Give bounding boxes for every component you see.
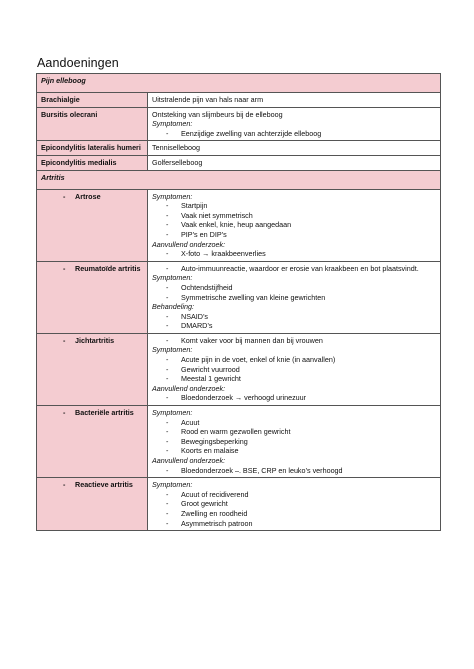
symptoms-list (152, 129, 436, 139)
symptoms-list (152, 283, 436, 302)
treatment-list (152, 312, 436, 331)
symptoms-label: Symptomen: (152, 480, 193, 490)
examination-label: Aanvullend onderzoek: (152, 383, 226, 393)
table-row (37, 261, 441, 333)
symptoms-label: Symptomen: (152, 191, 193, 201)
page-title: Aandoeningen (37, 56, 119, 70)
list-item: - Komt vaker voor bij mannen dan bij vrouwen (152, 336, 436, 346)
table-row (37, 189, 441, 261)
condition-name-text: - Reumatoïde artritis (41, 264, 143, 274)
symptoms-list (152, 355, 436, 384)
list-item: - Meestal 1 gewricht (152, 374, 436, 384)
examination-list (152, 466, 436, 476)
condition-description: Golferselleboog (148, 155, 441, 170)
list-item: - Acute pijn in de voet, enkel of knie (in aanvallen) (152, 355, 436, 365)
list-item: - Eenzijdige zwelling van achterzijde elleboog (152, 129, 436, 139)
list-item: - Zwelling en roodheid (152, 509, 436, 519)
symptoms-label: Symptomen: (152, 273, 193, 283)
list-item: - Groot gewricht (152, 499, 436, 509)
condition-name (37, 261, 148, 333)
condition-details (148, 406, 441, 478)
condition-name: Brachialgie (37, 93, 148, 108)
condition-name: Epicondylitis lateralis humeri (37, 141, 148, 156)
condition-description: Ontsteking van slijmbeurs bij de elleboog (152, 109, 283, 119)
condition-name (37, 333, 148, 405)
condition-details (148, 189, 441, 261)
examination-list (152, 393, 436, 403)
condition-name: Epicondylitis medialis (37, 155, 148, 170)
list-item: - Vaak enkel, knie, heup aangedaan (152, 220, 436, 230)
list-item: - Bewegingsbeperking (152, 437, 436, 447)
condition-description: Tenniselleboog (148, 141, 441, 156)
condition-description: Uitstralende pijn van hals naar arm (148, 93, 441, 108)
symptoms-list (152, 418, 436, 456)
condition-details (148, 261, 441, 333)
list-item: - Symmetrische zwelling van kleine gewrichten (152, 293, 436, 303)
list-item: - DMARD’s (152, 321, 436, 331)
list-item: - Bloedonderzoek → verhoogd urinezuur (152, 393, 436, 403)
symptoms-list (152, 201, 436, 239)
condition-details (148, 107, 441, 141)
list-item: - Acuut (152, 418, 436, 428)
list-item: - Rood en warm gezwollen gewricht (152, 427, 436, 437)
list-item: - Startpijn (152, 201, 436, 211)
condition-name-text: - Jichtartritis (41, 336, 143, 346)
list-item: - Bloedonderzoek –. BSE, CRP en leuko’s verhoogd (152, 466, 436, 476)
table-row (37, 333, 441, 405)
examination-label: Aanvullend onderzoek: (152, 239, 226, 249)
symptoms-label: Symptomen: (152, 345, 193, 355)
table-row (37, 107, 441, 141)
section-heading: Artritis (37, 170, 441, 189)
list-item: - Acuut of recidiverend (152, 490, 436, 500)
examination-label: Aanvullend onderzoek: (152, 456, 226, 465)
condition-name-text: - Bacteriële artritis (41, 408, 143, 418)
table-row (37, 478, 441, 531)
table-row (37, 141, 441, 156)
section-row-elleboog (37, 74, 441, 93)
section-heading: Pijn elleboog (37, 74, 441, 93)
condition-name-text: - Artrose (41, 192, 143, 202)
condition-name-text: - Reactieve artritis (41, 480, 143, 490)
examination-list (152, 249, 436, 259)
treatment-label: Behandeling: (152, 302, 194, 312)
condition-name (37, 406, 148, 478)
list-item: - Koorts en malaise (152, 446, 436, 456)
table-row (37, 406, 441, 478)
conditions-table (36, 73, 441, 531)
symptoms-label: Symptomen: (152, 408, 193, 418)
condition-name (37, 189, 148, 261)
list-item: - Ochtendstijfheid (152, 283, 436, 293)
intro-list (152, 336, 436, 346)
list-item: - Vaak niet symmetrisch (152, 211, 436, 221)
list-item: - PIP’s en DIP’s (152, 230, 436, 240)
table-row (37, 155, 441, 170)
section-row-artritis (37, 170, 441, 189)
condition-name: Bursitis olecrani (37, 107, 148, 141)
condition-name (37, 478, 148, 531)
condition-details (148, 478, 441, 531)
list-item: - Auto-immuunreactie, waardoor er erosie van kraakbeen en bot plaatsvindt. (152, 264, 436, 274)
list-item: - NSAID’s (152, 312, 436, 322)
list-item: - Gewricht vuurrood (152, 365, 436, 375)
list-item: - X-foto → kraakbeenverlies (152, 249, 436, 259)
symptoms-list (152, 490, 436, 528)
condition-details (148, 333, 441, 405)
intro-list (152, 264, 436, 274)
list-item: - Asymmetrisch patroon (152, 519, 436, 529)
table-row (37, 93, 441, 108)
symptoms-label: Symptomen: (152, 119, 193, 129)
